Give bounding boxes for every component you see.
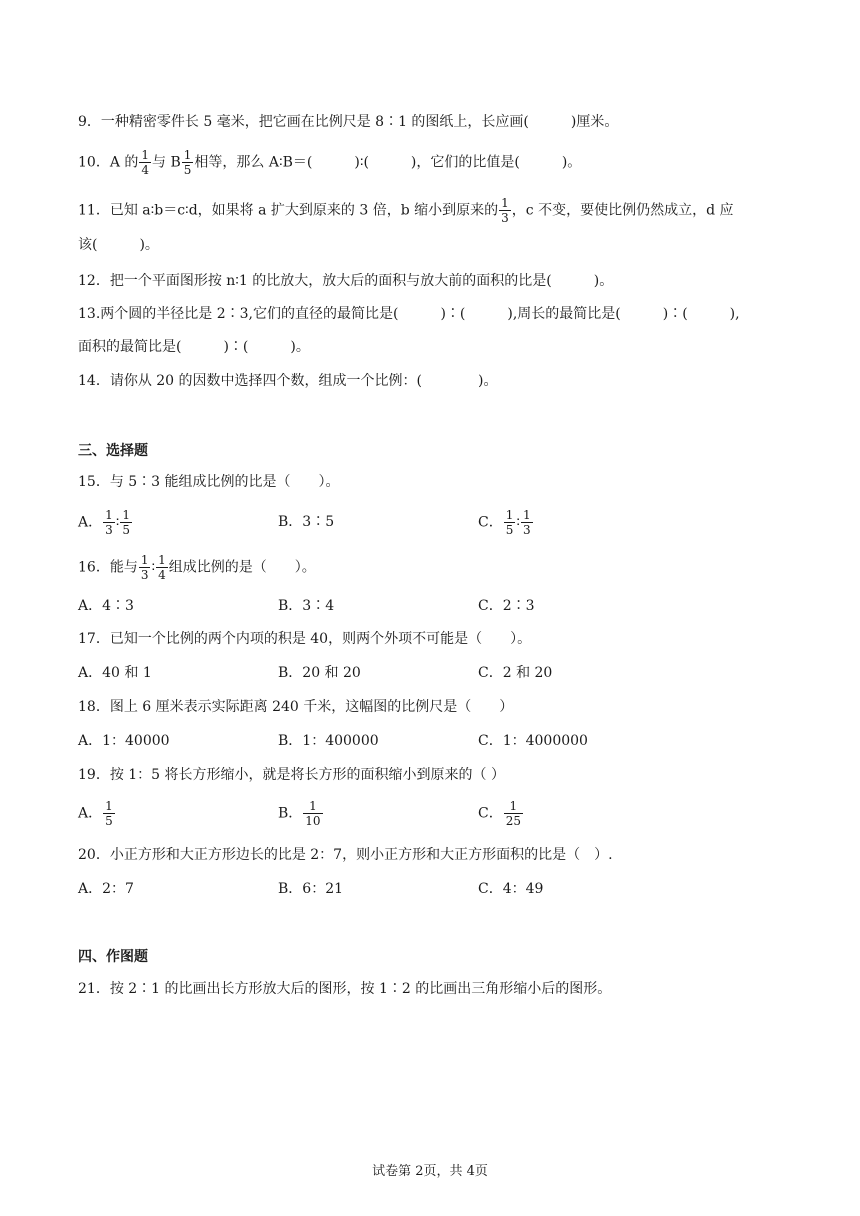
option-a: A． $\frac{1}{5}$ — [78, 799, 113, 828]
q10-text-a: 10．A 的 — [78, 154, 139, 171]
option-b: B．6：21 — [278, 881, 344, 897]
option-a: A．2：7 — [78, 881, 134, 897]
question-15: 15．与 5∶3 能组成比例的比是（ ）。 — [78, 474, 340, 490]
page-footer: 试卷第 2页，共 4页 — [372, 1164, 488, 1179]
question-11 — [78, 196, 733, 225]
fraction: $\frac{1}{3}$ — [105, 508, 113, 537]
question-13: 13.两个圆的半径比是 2∶3,它们的直径的最简比是( )∶( ),周长的最简比是( )∶( ), — [78, 306, 740, 322]
question-12: 12．把一个平面图形按 n∶1 的比放大，放大后的面积与放大前的面积的比是( )。 — [78, 273, 614, 289]
option-a: A．4∶3 — [78, 598, 134, 614]
section-title-choice: 三、选择题 — [78, 443, 148, 459]
fraction: $\frac{1}{25}$ — [505, 799, 521, 828]
q11-text-a: 11．已知 a∶b＝c∶d，如果将 a 扩大到原来的 3 倍，b 缩小到原来的 — [78, 202, 499, 219]
question-10 — [78, 148, 581, 177]
question-13-cont: 面积的最简比是( )∶( )。 — [78, 339, 310, 355]
question-16: 16．能与 $\frac{1}{3}$ ∶ $\frac{1}{4}$ 组成比例的是（ ）。 — [78, 553, 316, 582]
question-11-cont: 该( )。 — [78, 237, 159, 253]
option-c: C．2∶3 — [478, 598, 535, 614]
option-c: C． $\frac{1}{25}$ — [478, 799, 521, 828]
option-c: C． $\frac{1}{5}$ ∶ $\frac{1}{3}$ — [478, 508, 531, 537]
option-b: B． $\frac{1}{10}$ — [278, 799, 321, 828]
fraction: $\frac{1}{5}$ — [183, 148, 192, 177]
option-a: A．40 和 1 — [78, 665, 152, 681]
fraction: $\frac{1}{5}$ — [505, 508, 514, 537]
fraction: $\frac{1}{10}$ — [305, 799, 321, 828]
fraction: $\frac{1}{4}$ — [158, 553, 166, 582]
q10-text-b: 与 B — [152, 154, 181, 171]
question-14: 14．请你从 20 的因数中选择四个数，组成一个比例：( )。 — [78, 373, 498, 389]
option-a: A． $\frac{1}{3}$ ∶ $\frac{1}{5}$ — [78, 508, 131, 537]
fraction: $\frac{1}{4}$ — [141, 148, 150, 177]
section-title-drawing: 四、作图题 — [78, 949, 148, 965]
question-19: 19．按 1：5 将长方形缩小，就是将长方形的面积缩小到原来的（ ） — [78, 767, 505, 783]
fraction: $\frac{1}{5}$ — [122, 508, 131, 537]
q11-text-b: ，c 不变，要使比例仍然成立，d 应 — [511, 202, 734, 219]
question-18: 18．图上 6 厘米表示实际距离 240 千米，这幅图的比例尺是（ ） — [78, 699, 514, 715]
question-20: 20．小正方形和大正方形边长的比是 2：7，则小正方形和大正方形面积的比是（ ）. — [78, 847, 613, 863]
fraction: $\frac{1}{5}$ — [105, 799, 113, 828]
option-b: B．20 和 20 — [278, 665, 361, 681]
option-a: A．1：40000 — [78, 733, 170, 749]
option-b: B．1：400000 — [278, 733, 379, 749]
fraction: $\frac{1}{3}$ — [523, 508, 531, 537]
question-9: 9．一种精密零件长 5 毫米，把它画在比例尺是 8∶1 的图纸上，长应画( )厘米。 — [78, 114, 619, 130]
fraction: $\frac{1}{3}$ — [501, 196, 509, 225]
question-21: 21．按 2∶1 的比画出长方形放大后的图形，按 1∶2 的比画出三角形缩小后的图形。 — [78, 981, 612, 997]
q10-text-c: 相等，那么 A∶B＝( )∶( )，它们的比值是( )。 — [194, 154, 582, 171]
option-b: B．3∶4 — [278, 598, 335, 614]
question-17: 17．已知一个比例的两个内项的积是 40，则两个外项不可能是（ ）。 — [78, 631, 532, 647]
option-c: C．1：4000000 — [478, 733, 588, 749]
option-b: B．3∶5 — [278, 514, 335, 530]
option-c: C．4：49 — [478, 881, 544, 897]
option-c: C．2 和 20 — [478, 665, 553, 681]
fraction: $\frac{1}{3}$ — [140, 553, 149, 582]
